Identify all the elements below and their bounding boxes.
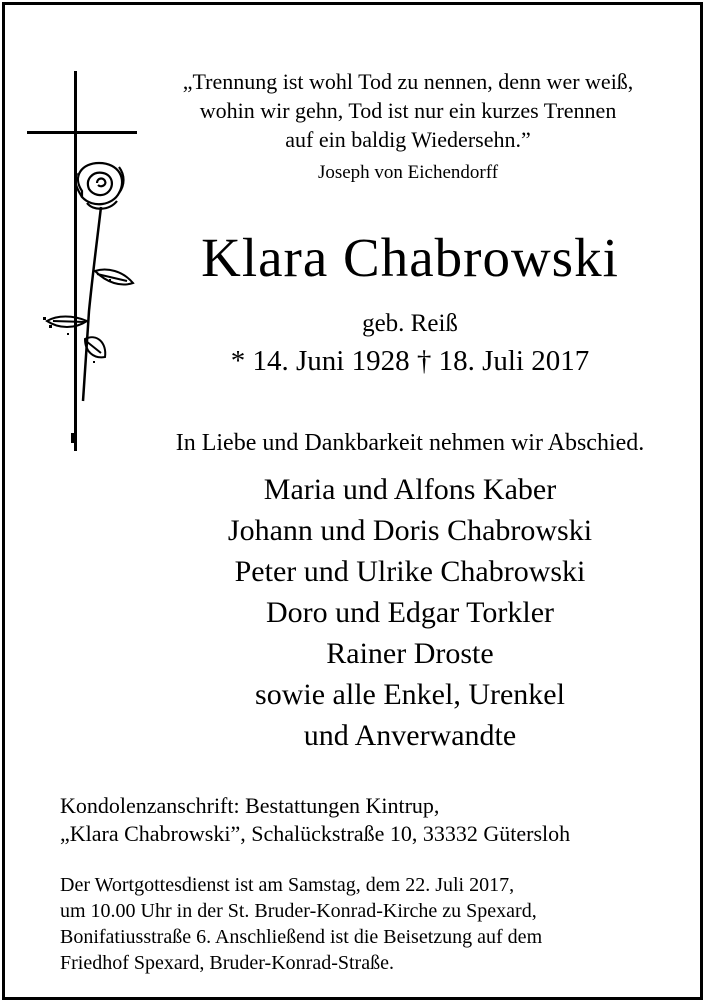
mourner-entry: Maria und Alfons Kaber: [263, 473, 557, 506]
mourner-entry: Johann und Doris Chabrowski: [227, 514, 593, 547]
life-dates: * 14. Juni 1928 † 18. Juli 2017: [230, 345, 590, 377]
farewell-text: In Liebe und Dankbarkeit nehmen wir Abschied.: [175, 430, 645, 456]
service-line: um 10.00 Uhr in der St. Bruder-Konrad-Kirche zu Spexard,: [60, 900, 537, 922]
quote-author: Joseph von Eichendorff: [317, 162, 499, 183]
mourner-entry: Peter und Ulrike Chabrowski: [234, 555, 586, 588]
birth-name: geb. Reiß: [362, 310, 458, 337]
service-line: Der Wortgottesdienst ist am Samstag, dem 22. Juli 2017,: [60, 874, 515, 896]
mourners-list: [115, 469, 703, 756]
mourner-entry: und Anverwandte: [303, 719, 517, 752]
mourner-entry: Rainer Droste: [326, 637, 494, 670]
service-line: Bonifatiusstraße 6. Anschließend ist die Beisetzung auf dem: [60, 926, 543, 948]
condolence-line: „Klara Chabrowski”, Schalückstraße 10, 33332 Gütersloh: [60, 821, 571, 846]
quote-line: wohin wir gehn, Tod ist nur ein kurzes Trennen: [199, 98, 617, 123]
condolence-address: [60, 792, 570, 848]
mourner-entry: sowie alle Enkel, Urenkel: [255, 678, 565, 711]
service-line: Friedhof Spexard, Bruder-Konrad-Straße.: [60, 952, 394, 974]
quote-line: „Trennung ist wohl Tod zu nennen, denn wer weiß,: [182, 69, 634, 94]
condolence-line: Kondolenzanschrift: Bestattungen Kintrup,: [60, 793, 440, 818]
quote-line: auf ein baldig Wiedersehn.”: [285, 127, 531, 152]
service-info: [60, 872, 542, 976]
deceased-name: Klara Chabrowski: [201, 227, 619, 288]
obituary-notice: [2, 2, 703, 1000]
memorial-quote: [133, 67, 683, 154]
mourner-entry: Doro und Edgar Torkler: [265, 596, 555, 629]
